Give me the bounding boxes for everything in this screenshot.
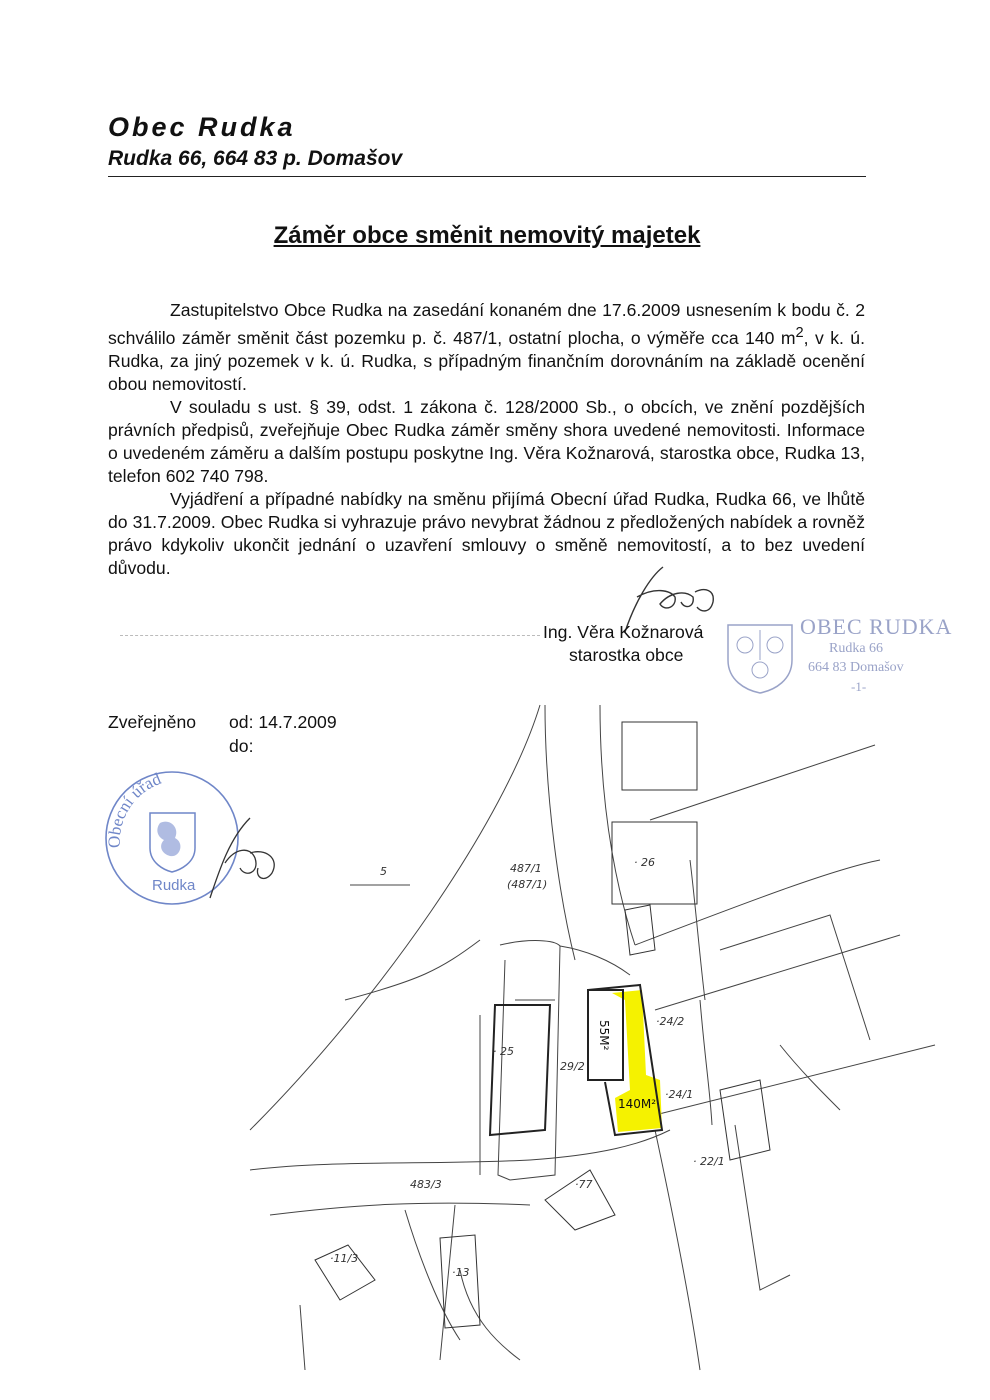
svg-text:29/2: 29/2	[560, 1060, 585, 1073]
svg-text:483/3: 483/3	[410, 1178, 442, 1191]
svg-text:Rudka: Rudka	[152, 877, 196, 894]
svg-text:487/1: 487/1	[510, 862, 542, 875]
signatory-name: Ing. Věra Kožnarová	[543, 622, 704, 642]
organization-name: Obec Rudka	[108, 112, 296, 142]
svg-text:· 25: · 25	[493, 1045, 514, 1058]
svg-text:140M²: 140M²	[618, 1097, 657, 1111]
stamp-address: Rudka 66	[829, 641, 884, 656]
svg-text:5: 5	[380, 865, 387, 878]
published-to: do:	[229, 736, 254, 756]
svg-text:· 22/1: · 22/1	[693, 1155, 725, 1168]
paragraph-2: V souladu s ust. § 39, odst. 1 zákona č. 128/2000 Sb., o obcích, ve znění pozdějších právních předpisů, zveřejňuje Obec Rudka záměr směny shora uvedené nemovitosti. Informace o uvedeném záměru a dalším postupu poskytne Ing. Věra Kožnarová, starostka obce, Rudka 13, telefon 602 740 798.	[108, 396, 865, 486]
stamp-title: OBEC RUDKA	[800, 614, 953, 639]
svg-text:·11/3: ·11/3	[330, 1252, 359, 1265]
published-label: Zveřejněno	[108, 712, 197, 732]
paragraph-1: Zastupitelstvo Obce Rudka na zasedání konaném dne 17.6.2009 usnesením k bodu č. 2 schválilo záměr směnit část pozemku p. č. 487/1, ostatní plocha, o výměře cca 140 $m^2$, v k. ú. Rudka, za jiný pozemek v k. ú. Rudka, s případným finančním dorovnáním na základě ocenění obou nemovitostí.	[108, 300, 865, 394]
stamp-page: -1-	[851, 679, 867, 694]
document-title: Záměr obce směnit nemovitý majetek	[273, 222, 701, 249]
organization-address: Rudka 66, 664 83 p. Domašov	[108, 147, 403, 170]
svg-text:55M²: 55M²	[597, 1020, 611, 1051]
svg-text:·13: ·13	[452, 1266, 470, 1279]
published-from: od: 14.7.2009	[229, 712, 337, 732]
signatory-role: starostka obce	[569, 645, 684, 665]
svg-text:·77: ·77	[575, 1178, 593, 1191]
svg-text:·24/2: ·24/2	[656, 1015, 685, 1028]
stamp-postal: 664 83 Domašov	[808, 660, 904, 675]
svg-text:·24/1: ·24/1	[665, 1088, 694, 1101]
svg-text:(487/1): (487/1)	[507, 878, 548, 891]
svg-text:· 26: · 26	[634, 856, 655, 869]
svg-text:Obecní úřad: Obecní úřad	[104, 769, 164, 849]
paragraph-3: Vyjádření a případné nabídky na směnu přijímá Obecní úřad Rudka, Rudka 66, ve lhůtě do 31.7.2009. Obec Rudka si vyhrazuje právo nevybrat žádnou z předložených nabídek a rovněž právo kdykoliv ukončit jednání o uzavření smlouvy o směně nemovitostí, a to bez uvedení důvodu.	[108, 488, 865, 578]
